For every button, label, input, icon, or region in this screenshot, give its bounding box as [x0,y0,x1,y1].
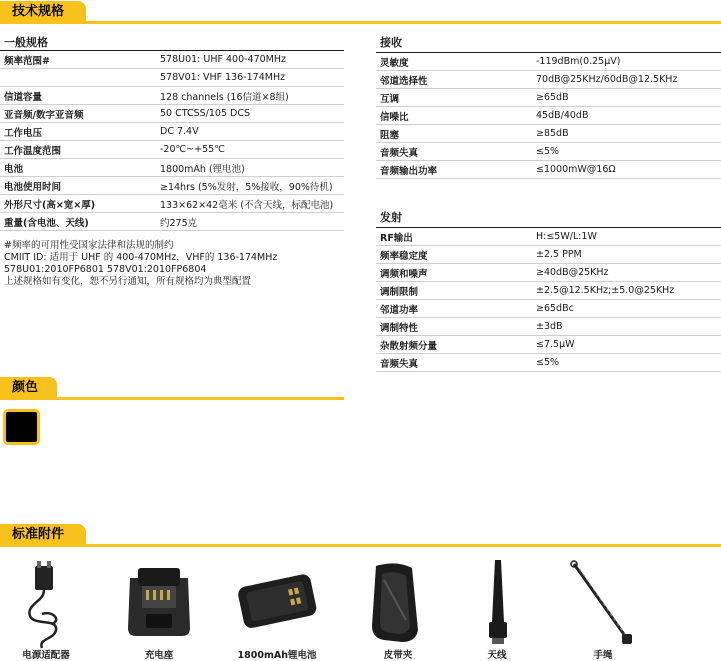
spec-key: 电池 [0,159,156,177]
spec-row [376,228,721,246]
spec-row [376,53,721,71]
spec-row [0,213,344,231]
accessories-divider [0,544,721,547]
general-specs-heading: 一般规格 [4,36,48,49]
transmit-heading: 发射 [380,211,402,224]
tech-specs-divider [0,21,721,24]
spec-key: 灵敏度 [376,53,532,71]
transmit-specs-table [376,227,721,372]
lanyard-icon [566,560,656,660]
power-adapter-icon [18,560,108,660]
note-line: 上述规格如有变化，恕不另行通知，所有规格均为典型配置 [4,276,252,287]
accessories-tab: 标准附件 [0,524,86,546]
spec-row [376,354,721,372]
spec-key: 工作温度范围 [0,141,156,159]
color-tab: 颜色 [0,377,57,399]
spec-value: 128 channels (16信道×8组) [156,87,344,105]
color-swatch-black [3,409,40,445]
spec-key: 信道容量 [0,87,156,105]
tech-specs-tab: 技术规格 [0,1,86,23]
charger-icon [124,560,214,660]
belt-clip-icon [366,560,456,660]
spec-key: 音频失真 [376,143,532,161]
spec-value: 133×62×42毫米 (不含天线，标配电池) [156,195,344,213]
spec-value: ≥40dB@25KHz [532,264,721,282]
spec-key: 互调 [376,89,532,107]
spec-value: ≥65dBc [532,300,721,318]
spec-value: 1800mAh (锂电池) [156,159,344,177]
spec-value: -20℃~+55℃ [156,141,344,159]
spec-key: 重量(含电池、天线) [0,213,156,231]
spec-key: 音频输出功率 [376,161,532,179]
spec-row [0,159,344,177]
spec-row [376,125,721,143]
accessory-label: 天线 [487,650,507,661]
spec-key: 频率稳定度 [376,246,532,264]
spec-key: 邻道功率 [376,300,532,318]
battery-icon [234,560,324,660]
spec-key [0,69,156,87]
antenna-icon [478,560,568,660]
spec-key: 电池使用时间 [0,177,156,195]
accessory-label: 电源适配器 [22,650,70,661]
spec-value: ±2.5 PPM [532,246,721,264]
spec-key: 信噪比 [376,107,532,125]
spec-key: 调频和噪声 [376,264,532,282]
spec-key: 音频失真 [376,354,532,372]
spec-key: RF输出 [376,228,532,246]
spec-key: 调制特性 [376,318,532,336]
spec-row [376,89,721,107]
spec-key: 调制限制 [376,282,532,300]
spec-row [376,318,721,336]
spec-value: ±2.5@12.5KHz;±5.0@25KHz [532,282,721,300]
spec-value: ±3dB [532,318,721,336]
spec-row [0,141,344,159]
spec-value: 45dB/40dB [532,107,721,125]
note-line: #频率的可用性受国家法律和法规的制约 [4,240,174,251]
spec-row [0,195,344,213]
receive-specs-table [376,52,721,179]
spec-row [376,71,721,89]
spec-row [376,336,721,354]
spec-value: ≥85dB [532,125,721,143]
spec-row [0,123,344,141]
spec-row [376,161,721,179]
spec-value: 578V01: VHF 136-174MHz [156,69,344,87]
spec-row [0,69,344,87]
general-specs-table [0,50,344,231]
spec-key: 邻道选择性 [376,71,532,89]
spec-value: H:≤5W/L:1W [532,228,721,246]
receive-heading: 接收 [380,36,402,49]
spec-value: ≥65dB [532,89,721,107]
spec-key: 频率范围# [0,51,156,69]
spec-value: 578U01: UHF 400-470MHz [156,51,344,69]
spec-row [376,282,721,300]
spec-key: 工作电压 [0,123,156,141]
spec-value: 70dB@25KHz/60dB@12.5KHz [532,71,721,89]
spec-value: ≤7.5μW [532,336,721,354]
spec-row [376,300,721,318]
spec-row [376,264,721,282]
spec-value: ≤5% [532,354,721,372]
spec-key: 外形尺寸(高×宽×厚) [0,195,156,213]
accessory-label: 充电座 [144,650,174,661]
spec-row [376,246,721,264]
spec-row [0,87,344,105]
spec-key: 亚音频/数字亚音频 [0,105,156,123]
spec-row [376,143,721,161]
spec-value: ≤1000mW@16Ω [532,161,721,179]
spec-key: 杂散射频分量 [376,336,532,354]
spec-value: ≥14hrs (5%发射，5%接收，90%待机) [156,177,344,195]
note-line: CMIIT ID: 适用于 UHF 的 400-470MHz，VHF的 136-174MHz [4,252,278,263]
spec-row [0,177,344,195]
spec-row [0,105,344,123]
spec-row [376,107,721,125]
general-notes [4,240,277,288]
spec-key: 阻塞 [376,125,532,143]
spec-value: DC 7.4V [156,123,344,141]
spec-value: 约275克 [156,213,344,231]
accessory-label: 1800mAh锂电池 [237,650,317,661]
spec-value: -119dBm(0.25μV) [532,53,721,71]
spec-value: 50 CTCSS/105 DCS [156,105,344,123]
spec-value: ≤5% [532,143,721,161]
note-line: 578U01:2010FP6801 578V01:2010FP6804 [4,264,207,275]
color-divider [0,397,344,400]
accessory-label: 皮带夹 [383,650,413,661]
accessory-label: 手绳 [593,650,613,661]
spec-row [0,51,344,69]
